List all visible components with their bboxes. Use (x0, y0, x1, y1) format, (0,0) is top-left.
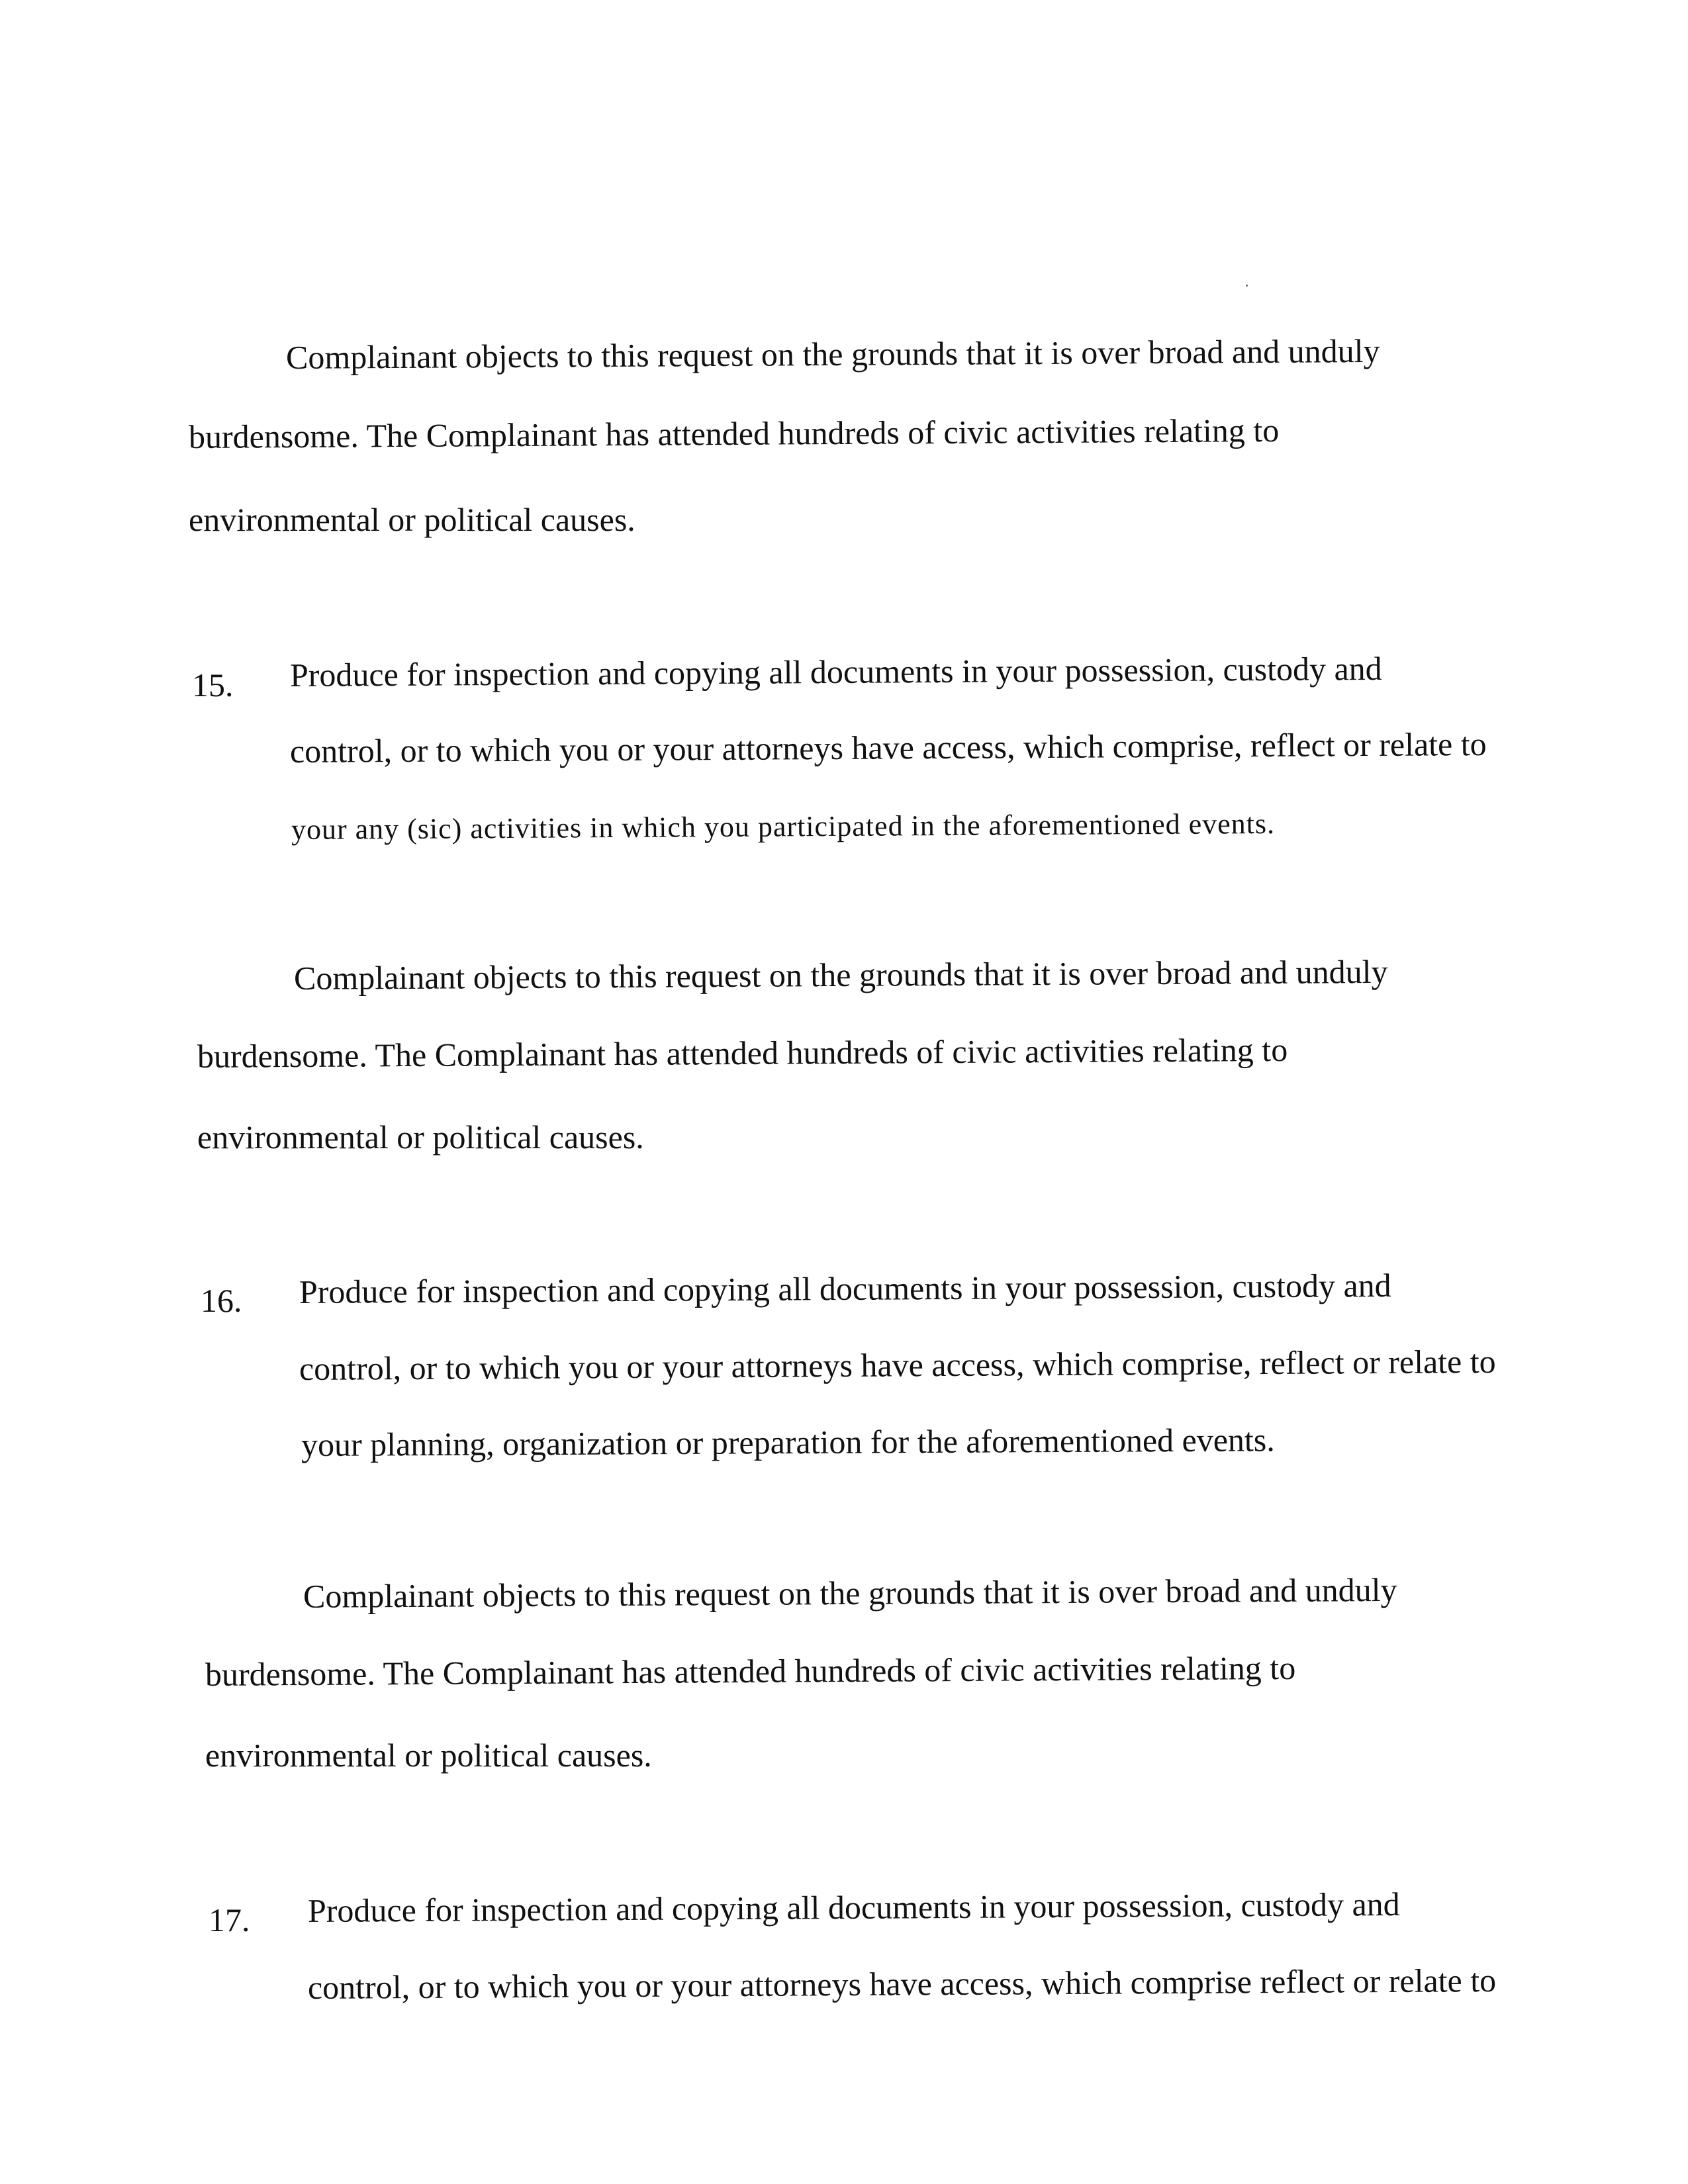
paragraph-line: Complainant objects to this request on the grounds that it is over broad and unduly (293, 952, 1388, 997)
request-number: 17. (209, 1901, 250, 1938)
request-line: Produce for inspection and copying all documents in your possession, custody and (307, 1885, 1400, 1929)
paragraph-line: burdensome. The Complainant has attended hundreds of civic activities relating to (205, 1649, 1296, 1693)
paragraph-line: environmental or political causes. (197, 1118, 644, 1156)
paragraph-line: environmental or political causes. (189, 501, 635, 538)
paragraph-line: burdensome. The Complainant has attended hundreds of civic activities relating to (188, 411, 1280, 455)
request-line: control, or to which you or your attorneys have access, which comprise, reflect or relate to (289, 725, 1487, 770)
request-line: control, or to which you or your attorneys have access, which comprise reflect or relate to (307, 1962, 1497, 2006)
request-line: Produce for inspection and copying all documents in your possession, custody and (299, 1266, 1391, 1310)
paragraph-line: burdensome. The Complainant has attended hundreds of civic activities relating to (197, 1030, 1288, 1075)
request-line: your planning, organization or preparation for the aforementioned events. (301, 1421, 1275, 1463)
paragraph-line: Complainant objects to this request on the grounds that it is over broad and unduly (285, 332, 1380, 376)
paragraph-line: Complainant objects to this request on the grounds that it is over broad and unduly (303, 1570, 1397, 1615)
request-line: control, or to which you or your attorneys have access, which comprise, reflect or relate to (299, 1342, 1496, 1387)
scan-speck (1246, 285, 1248, 287)
request-number: 15. (192, 666, 234, 704)
request-number: 16. (201, 1282, 242, 1319)
request-line: Produce for inspection and copying all documents in your possession, custody and (289, 649, 1382, 694)
request-line: your any (sic) activities in which you participated in the aforementioned events. (291, 807, 1276, 846)
paragraph-line: environmental or political causes. (205, 1737, 652, 1774)
